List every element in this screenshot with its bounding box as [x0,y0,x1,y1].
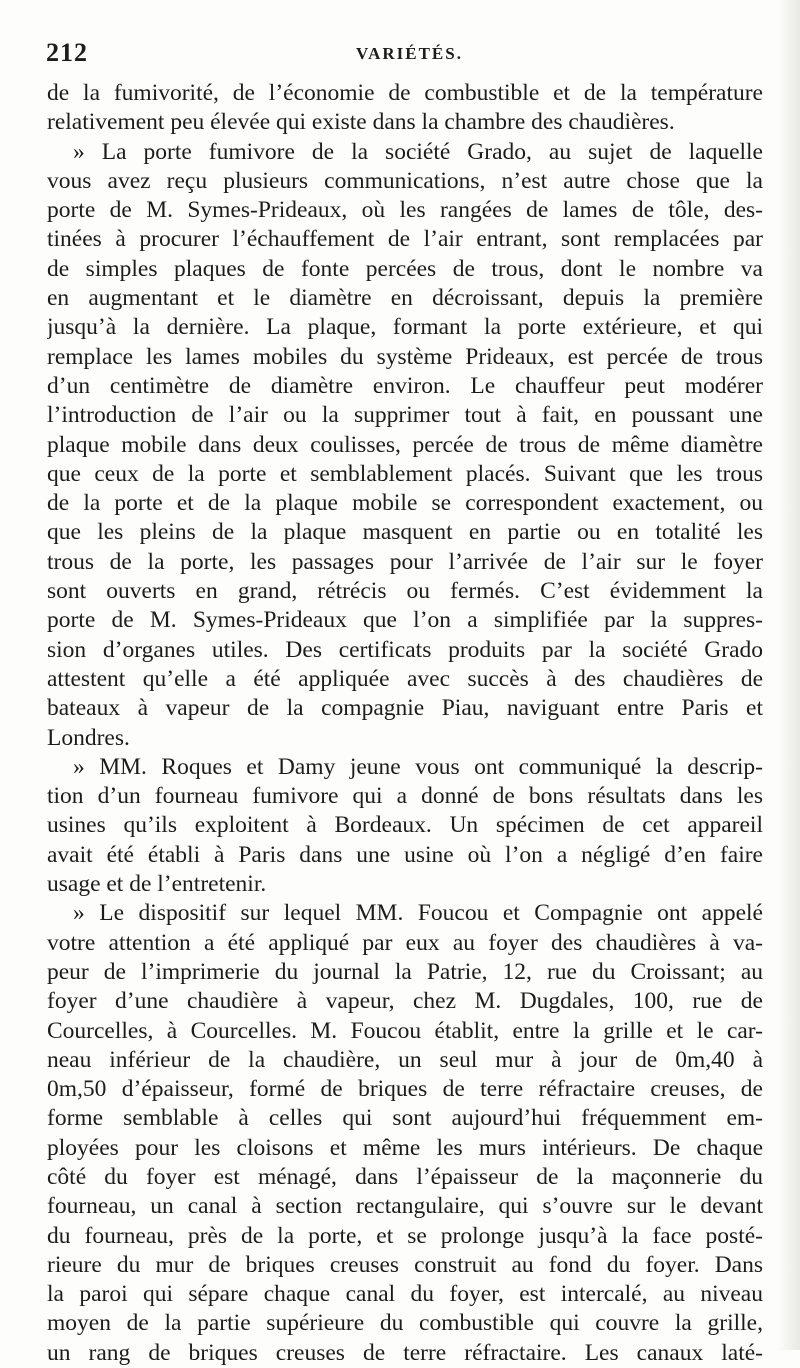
text-line: bateaux à vapeur de la compagnie Piau, naviguant entre Paris et [47,695,763,722]
text-line: remplace les lames mobiles du système Prideaux, est percée de trous [47,343,763,370]
text-line: sont ouverts en grand, rétrécis ou fermés. C’est évidemment la [47,578,763,605]
text-line: rieure du mur de briques creuses construit au fond du foyer. Dans [47,1251,763,1278]
text-line: 0m,50 d’épaisseur, formé de briques de terre réfractaire creuses, de [47,1076,763,1103]
text-line: du fourneau, près de la porte, et se prolonge jusqu’à la face posté- [47,1222,763,1249]
text-line: neau inférieur de la chaudière, un seul mur à jour de 0m,40 à [47,1046,763,1073]
text-line: de la fumivorité, de l’économie de combustible et de la température [47,80,763,106]
text-line: foyer d’une chaudière à vapeur, chez M. Dugdales, 100, rue de [47,988,763,1015]
text-line: tinées à procurer l’échauffement de l’air entrant, sont remplacées par [47,226,763,253]
text-line: attestent qu’elle a été appliquée avec succès à des chaudières de [47,665,763,692]
text-line: moyen de la partie supérieure du combustible qui couvre la grille, [47,1310,763,1337]
text-line: relativement peu élevée qui existe dans la chambre des chaudières. [47,109,675,136]
text-line: usage et de l’entretenir. [47,871,267,898]
text-line: plaque mobile dans deux coulisses, percée de trous de même diamètre [47,431,763,458]
text-line: de la porte et de la plaque mobile se correspondent exactement, ou [47,490,763,517]
text-line: l’introduction de l’air ou la supprimer tout à fait, en poussant une [47,402,763,429]
text-line: jusqu’à la dernière. La plaque, formant la porte extérieure, et qui [47,314,763,341]
body-text [47,79,763,1368]
text-line: trous de la porte, les passages pour l’arrivée de l’air sur le foyer [47,548,763,575]
running-head: VARIÉTÉS. [356,44,463,63]
text-line: » La porte fumivore de la société Grado, au sujet de laquelle [73,138,763,165]
page-header [46,38,760,68]
text-line: un rang de briques creuses de terre réfractaire. Les canaux laté- [47,1339,763,1366]
text-line: fourneau, un canal à section rectangulaire, qui s’ouvre sur le devant [47,1193,763,1220]
text-line: forme semblable à celles qui sont aujourd’hui fréquemment em- [47,1105,763,1132]
page-number: 212 [46,38,88,67]
text-line: tion d’un fourneau fumivore qui a donné de bons résultats dans les [47,783,763,810]
text-line: que les pleins de la plaque masquent en partie ou en totalité les [47,519,763,546]
text-line: » Le dispositif sur lequel MM. Foucou et Compagnie ont appelé [73,900,763,927]
text-line: peur de l’imprimerie du journal la Patrie, 12, rue du Croissant; au [47,958,763,985]
text-line: Londres. [47,724,130,751]
text-line: que ceux de la porte et semblablement placés. Suivant que les trous [47,460,763,487]
text-line: votre attention a été appliqué par eux au foyer des chaudières à va- [47,929,763,956]
text-line: porte de M. Symes-Prideaux, où les rangées de lames de tôle, des- [47,197,763,224]
text-line: Courcelles, à Courcelles. M. Foucou établit, entre la grille et le car- [47,1017,763,1044]
text-line: la paroi qui sépare chaque canal du foyer, est intercalé, au niveau [47,1281,763,1308]
page-edge-shadow [778,0,800,1350]
text-line: porte de M. Symes-Prideaux que l’on a simplifiée par la suppres- [47,607,763,634]
text-line: en augmentant et le diamètre en décroissant, depuis la première [47,285,763,312]
text-line: ployées pour les cloisons et même les murs intérieurs. De chaque [47,1134,763,1161]
text-line: usines qu’ils exploitent à Bordeaux. Un spécimen de cet appareil [47,812,763,839]
text-line: de simples plaques de fonte percées de trous, dont le nombre va [47,255,763,282]
text-line: côté du foyer est ménagé, dans l’épaisseur de la maçonnerie du [47,1163,763,1190]
text-line: avait été établi à Paris dans une usine où l’on a négligé d’en faire [47,841,763,868]
text-line: » MM. Roques et Damy jeune vous ont communiqué la descrip- [73,753,763,780]
text-line: d’un centimètre de diamètre environ. Le chauffeur peut modérer [47,372,763,399]
text-line: sion d’organes utiles. Des certificats produits par la société Grado [47,636,763,663]
text-line: vous avez reçu plusieurs communications, n’est autre chose que la [47,167,763,194]
